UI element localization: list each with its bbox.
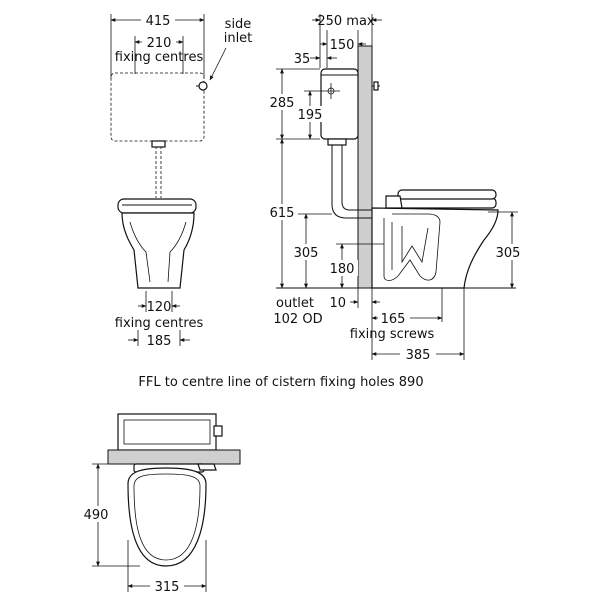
side-inlet-valve xyxy=(199,82,207,90)
pan-fixing-centres-value: 120 xyxy=(146,300,172,315)
side-view xyxy=(266,14,528,363)
fixing-screws-value: 165 xyxy=(380,312,406,327)
front-pan xyxy=(122,213,194,288)
side-inlet-label-line1: side xyxy=(224,17,252,32)
inlet-height-label: 195 xyxy=(297,108,323,123)
max-depth-label: 250 max xyxy=(317,14,375,29)
front-view xyxy=(111,12,252,349)
total-height-label: 615 xyxy=(269,206,295,221)
outlet-label-line1: outlet xyxy=(276,296,314,311)
outlet-label-line2: 102 OD xyxy=(273,312,323,327)
front-fixing-centres-value: 210 xyxy=(146,36,172,51)
side-cistern xyxy=(321,69,358,139)
front-fixing-centres-label: fixing centres xyxy=(114,50,204,65)
plan-depth-label: 490 xyxy=(83,508,109,523)
outlet-height-label: 305 xyxy=(293,246,319,261)
plan-wall xyxy=(108,450,240,464)
pan-height-label: 305 xyxy=(495,246,521,261)
pan-base-width-value: 185 xyxy=(146,334,172,349)
front-cistern xyxy=(111,73,204,141)
ffl-note: FFL to centre line of cistern fixing holes 890 xyxy=(138,375,424,390)
front-seat xyxy=(118,199,196,213)
plan-seat xyxy=(128,468,206,566)
wall-gap-label: 35 xyxy=(293,52,311,67)
fixing-screws-label: fixing screws xyxy=(349,327,435,342)
wall xyxy=(358,46,372,288)
pan-fixing-centres-label: fixing centres xyxy=(114,316,204,331)
side-inlet-label-line2: inlet xyxy=(223,31,253,46)
plan-view xyxy=(80,414,240,595)
cistern-depth-label: 150 xyxy=(329,38,355,53)
cistern-height-label: 285 xyxy=(269,96,295,111)
wall-offset-label: 10 xyxy=(329,296,346,311)
outlet-centre-label: 180 xyxy=(329,262,355,277)
plan-cistern xyxy=(118,414,216,450)
projection-label: 385 xyxy=(405,348,431,363)
front-width-label: 415 xyxy=(145,14,171,29)
plan-width-label: 315 xyxy=(154,580,180,595)
